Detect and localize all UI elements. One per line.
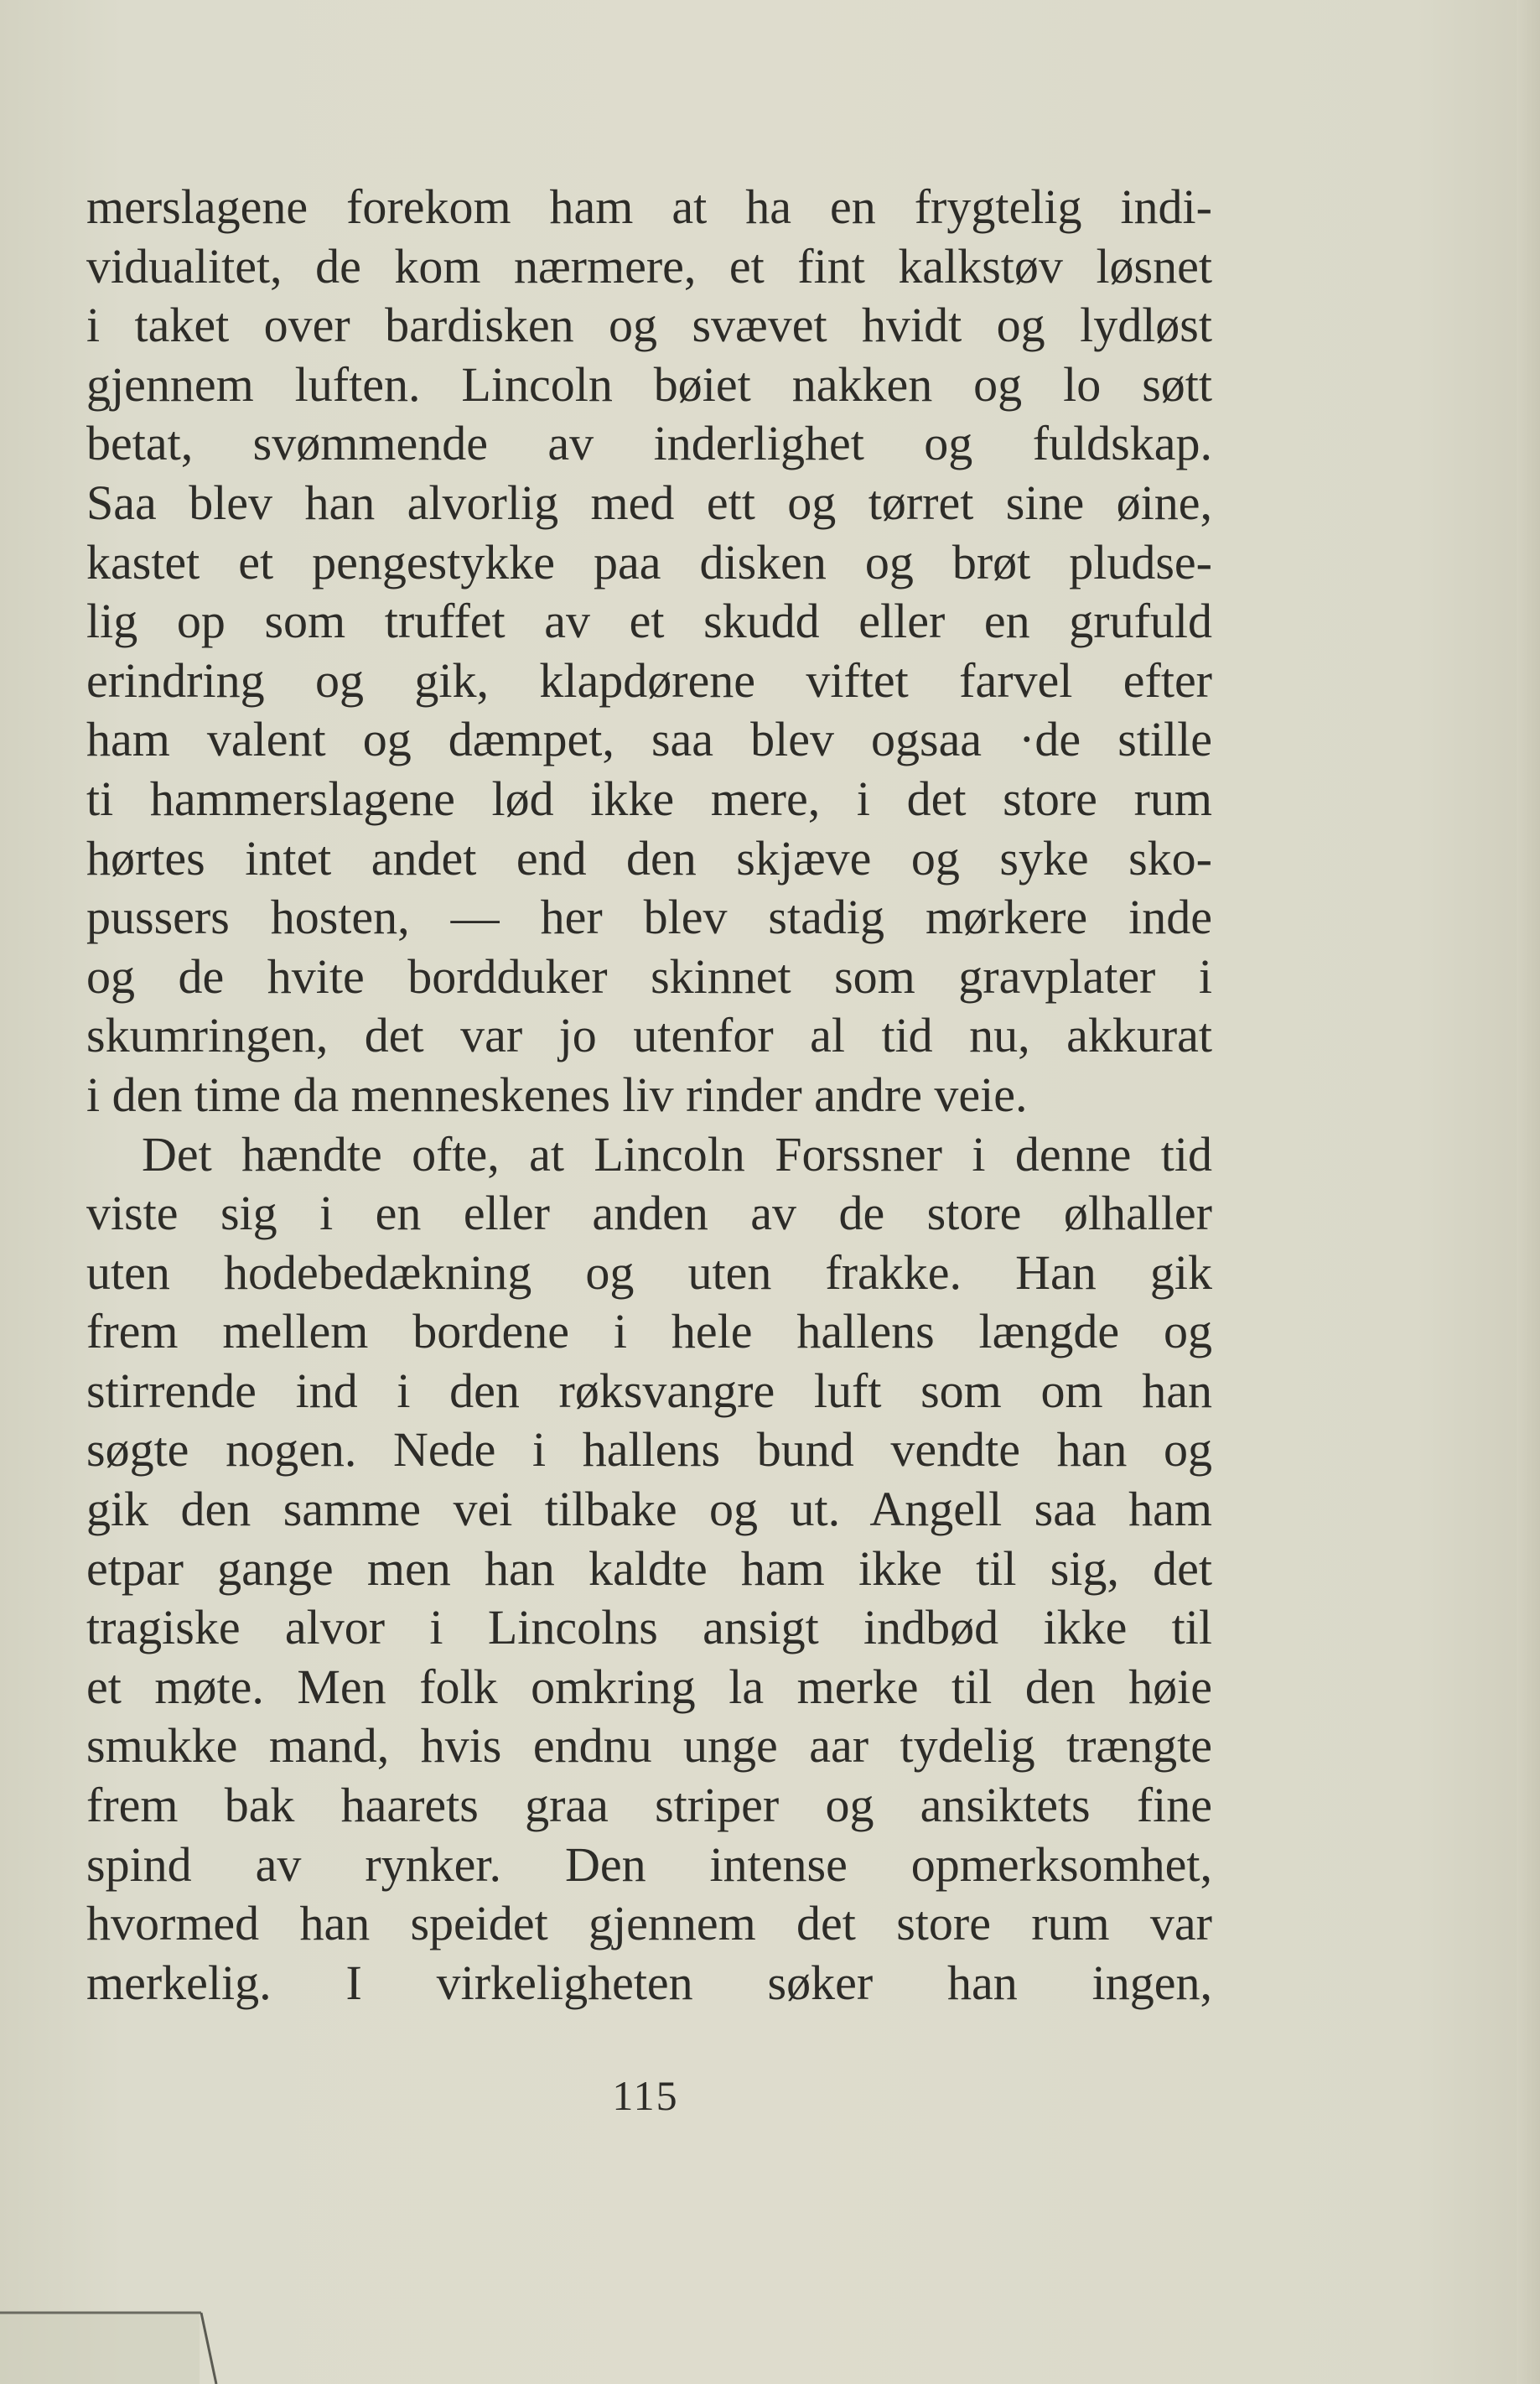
text-line: gik den samme vei tilbake og ut. Angell saa ham xyxy=(86,1482,1212,1537)
text-line: Det hændte ofte, at Lincoln Forssner i denne tid xyxy=(142,1126,1212,1182)
text-line: hvormed han speidet gjennem det store rum var xyxy=(86,1896,1212,1951)
text-line: frem bak haarets graa striper og ansiktets fine xyxy=(86,1778,1212,1833)
text-line: uten hodebedækning og uten frakke. Han gik xyxy=(86,1244,1212,1300)
text-line: pussers hosten, — her blev stadig mørkere inde xyxy=(86,890,1212,945)
text-line: et møte. Men folk omkring la merke til den høie xyxy=(86,1659,1212,1714)
text-line: betat, svømmende av inderlighet og fuldskap. xyxy=(86,416,1212,471)
text-line: merslagene forekom ham at ha en frygtelig indi- xyxy=(86,179,1212,234)
paragraph-1 xyxy=(86,178,1212,1125)
text-line: viste sig i en eller anden av de store ølhaller xyxy=(86,1186,1212,1241)
text-line: etpar gange men han kaldte ham ikke til sig, det xyxy=(86,1540,1212,1596)
text-line: tragiske alvor i Lincolns ansigt indbød ikke til xyxy=(86,1600,1212,1655)
text-line: ti hammerslagene lød ikke mere, i det store rum xyxy=(86,771,1212,826)
page-number: 115 xyxy=(612,2072,679,2119)
text-line: spind av rynker. Den intense opmerksomhet, xyxy=(86,1836,1212,1892)
text-line: og de hvite bordduker skinnet som gravplater i xyxy=(86,948,1212,1004)
text-line: i taket over bardisken og svævet hvidt og lydløst xyxy=(86,298,1212,353)
text-line: vidualitet, de kom nærmere, et fint kalkstøv løsnet xyxy=(86,238,1212,293)
text-line: hørtes intet andet end den skjæve og syke sko- xyxy=(86,830,1212,886)
text-line: merkelig. I virkeligheten søker han ingen, xyxy=(86,1955,1212,2010)
text-line: smukke mand, hvis endnu unge aar tydelig trængte xyxy=(86,1718,1212,1774)
text-line: gjennem luften. Lincoln bøiet nakken og lo søtt xyxy=(86,356,1212,412)
text-line: frem mellem bordene i hele hallens længde og xyxy=(86,1304,1212,1359)
text-line: ham valent og dæmpet, saa blev ogsaa ·de stille xyxy=(86,712,1212,767)
text-line: kastet et pengestykke paa disken og brøt pludse- xyxy=(86,534,1212,590)
text-line: i den time da menneskenes liv rinder andre veie. xyxy=(86,1067,1028,1122)
text-line: stirrende ind i den røksvangre luft som om han xyxy=(86,1363,1212,1418)
text-line: lig op som truffet av et skudd eller en grufuld xyxy=(86,594,1212,649)
text-line: søgte nogen. Nede i hallens bund vendte han og xyxy=(86,1422,1212,1478)
text-line: skumringen, det var jo utenfor al tid nu, akkurat xyxy=(86,1008,1212,1063)
text-line: erindring og gik, klapdørene viftet farvel efter xyxy=(86,652,1212,708)
text-line: Saa blev han alvorlig med ett og tørret sine øine, xyxy=(86,475,1212,530)
page-edge xyxy=(1517,0,1540,2384)
paragraph-2 xyxy=(86,1125,1212,2013)
body-text xyxy=(86,178,1212,2013)
corner-scan-mark xyxy=(0,2281,218,2384)
